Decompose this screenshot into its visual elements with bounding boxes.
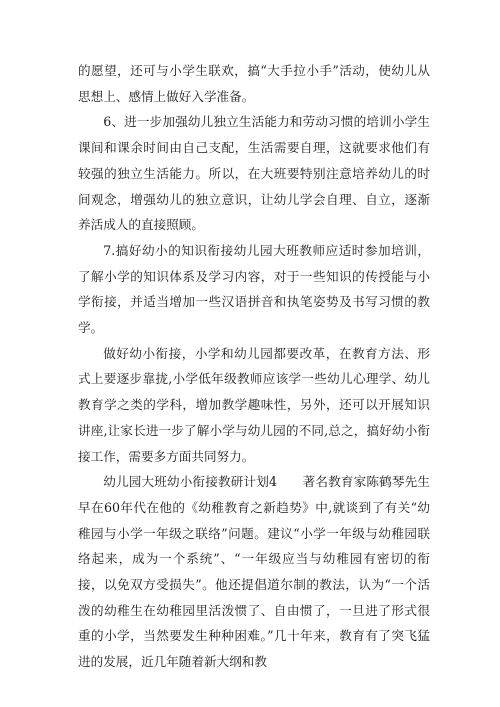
paragraph-item-7: 7.搞好幼小的知识衔接幼儿园大班教师应适时参加培训，了解小学的知识体系及学习内容，对于一些知识的传授能与小学衔接，并适当增加一些汉语拼音和执笔姿势及书写习惯的教学。: [78, 242, 430, 336]
document-body: [78, 58, 430, 675]
paragraph-item-6: 6、进一步加强幼儿独立生活能力和劳动习惯的培训小学生课间和课余时间由自己支配，生活需要自理，这就要求他们有较强的独立生活能力。所以，在大班要特别注意培养幼儿的时间观念，增强幼儿的独立意识，让幼儿学会自理、自立，逐渐养活成人的直接照顾。: [78, 114, 430, 233]
paragraph-plan-4: 幼儿园大班幼小衔接教研计划4 著名教育家陈鹤琴先生早在60年代在他的《幼稚教育之新趋势》中,就谈到了有关“幼稚园与小学一年级之联络”问题。建议“小学一年级与幼稚园联络起来，成为一个系统”、“一年级应当与幼稚园有密切的衔接，以免双方受损失”。他还提倡道尔制的教法，认为“一个活泼的幼稚生在幼稚园里活泼惯了、自由惯了，一旦进了形式很重的小学，当然要发生种种困难。”几十年来，教育有了突飞猛进的发展，近几年随着新大纲和教: [78, 474, 430, 670]
paragraph-summary: 做好幼小衔接，小学和幼儿园都要改革，在教育方法、形式上要逐步靠拢,小学低年级教师应该学一些幼儿心理学、幼儿教育学之类的学科，增加教学趣味性，另外，还可以开展知识讲座,让家长进一步了解小学与幼儿园的不同,总之，搞好幼小衔接工作，需要多方面共同努力。: [78, 345, 430, 464]
paragraph-continuation: 的愿望，还可与小学生联欢，搞“大手拉小手”活动，使幼儿从思想上、感情上做好入学准备。: [78, 63, 430, 104]
